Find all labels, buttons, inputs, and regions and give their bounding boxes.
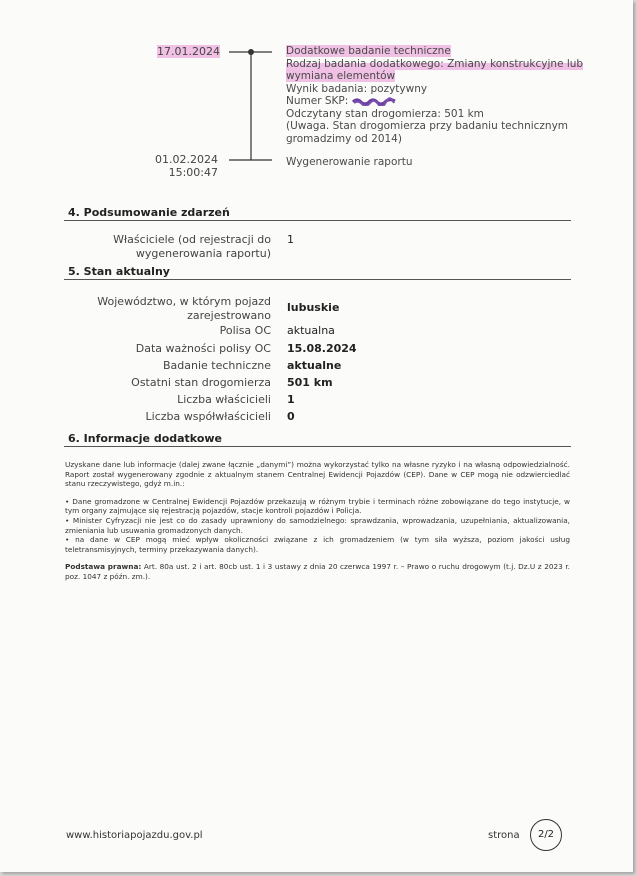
event-detail-line: Wynik badania: pozytywny xyxy=(286,82,428,95)
event-date-text: 17.01.2024 xyxy=(157,45,220,58)
row-label: Badanie techniczne xyxy=(163,359,271,372)
footer-page-label: strona xyxy=(488,830,520,841)
section-4-title: 4. Podsumowanie zdarzeń xyxy=(68,206,230,219)
disclaimer-bullet: • Dane gromadzone w Centralnej Ewidencji Pojazdów przekazują w różnym trybie i terminach różne zobowiązane do tego instytucje, w tym organy zajmujące się rejestracją pojazdów, stacje kontroli pojazdów i Policja. xyxy=(65,496,570,516)
event-detail-line: Numer SKP: xyxy=(286,95,583,108)
disclaimer-bullet: • Minister Cyfryzacji nie jest co do zasady uprawniony do samodzielnego: sprawdzania, wprowadzania, uzupełniania, aktualizowania, zmieniania lub usuwania gromadzonych danych. xyxy=(65,515,570,535)
event-date-2 xyxy=(118,153,218,179)
row-label: Liczba współwłaścicieli xyxy=(145,410,271,423)
disclaimer-bullet: • na dane w CEP mogą mieć wpływ okoliczności związane z ich gromadzeniem (w tym siła wyższa, poziom jakości usług teletransmisyjnych, terminy przekazywania danych). xyxy=(65,535,570,554)
redaction-scribble xyxy=(352,97,396,106)
row-value: aktualne xyxy=(287,359,342,372)
event-time-text: 15:00:47 xyxy=(168,166,218,179)
timeline-dot xyxy=(248,49,254,55)
event-detail-line: wymiana elementów xyxy=(286,70,396,82)
legal-basis: Podstawa prawna: Art. 80a ust. 2 i art. 80cb ust. 1 i 3 ustawy z dnia 20 czerwca 1997 r. – Prawo o ruchu drogowym (t.j. Dz.U z 2023 r. poz. 1047 z późn. zm.). xyxy=(65,562,570,581)
section-5-divider xyxy=(64,279,571,280)
row-value: 1 xyxy=(287,233,294,246)
row-label: Data ważności polisy OC xyxy=(135,342,271,355)
event-details xyxy=(286,45,583,145)
row-value: 501 km xyxy=(287,376,333,389)
section-6-title: 6. Informacje dodatkowe xyxy=(68,432,223,445)
row-value: aktualna xyxy=(287,324,335,337)
row-label: Właściciele (od rejestracji do wygenerowania raportu) xyxy=(113,233,271,260)
row-label: Polisa OC xyxy=(219,324,271,337)
row-value: 15.08.2024 xyxy=(287,342,357,355)
section-4-divider xyxy=(64,220,571,221)
event-date-text: 01.02.2024 xyxy=(155,153,218,166)
row-label: Województwo, w którym pojazd zarejestrowano xyxy=(97,295,271,322)
event-title-2: Wygenerowanie raportu xyxy=(286,156,413,168)
page-number-badge: 2/2 xyxy=(530,819,562,851)
section-6-divider xyxy=(64,446,571,447)
event-detail-line: gromadzimy od 2014) xyxy=(286,132,402,145)
event-detail-line: (Uwaga. Stan drogomierza przy badaniu technicznym xyxy=(286,120,569,132)
section-5-title: 5. Stan aktualny xyxy=(68,265,170,278)
row-value: 0 xyxy=(287,410,295,423)
event-detail-line: Rodzaj badania dodatkowego: Zmiany konstrukcyjne lub xyxy=(286,57,584,70)
event-title: Dodatkowe badanie techniczne xyxy=(286,45,451,57)
disclaimer-paragraph: Uzyskane dane lub informacje (dalej zwane łącznie „danymi”) można wykorzystać tylko na własne ryzyko i na własną odpowiedzialność. Raport został wygenerowany zgodnie z aktualnym stanem Centralnej Ewidencji Pojazdów (CEP). Dane w CEP mogą nie odzwierciedlać stanu rzeczywistego, gdyż m.in.: xyxy=(65,460,570,489)
event-date xyxy=(120,45,220,58)
row-label: Ostatni stan drogomierza xyxy=(131,376,271,389)
row-label: Liczba właścicieli xyxy=(177,393,271,406)
footer-website-link[interactable]: www.historiapojazdu.gov.pl xyxy=(66,830,203,841)
row-value: 1 xyxy=(287,393,295,406)
event-detail-line: Odczytany stan drogomierza: 501 km xyxy=(286,107,484,120)
row-value: lubuskie xyxy=(287,301,340,314)
disclaimer-text xyxy=(65,460,570,582)
